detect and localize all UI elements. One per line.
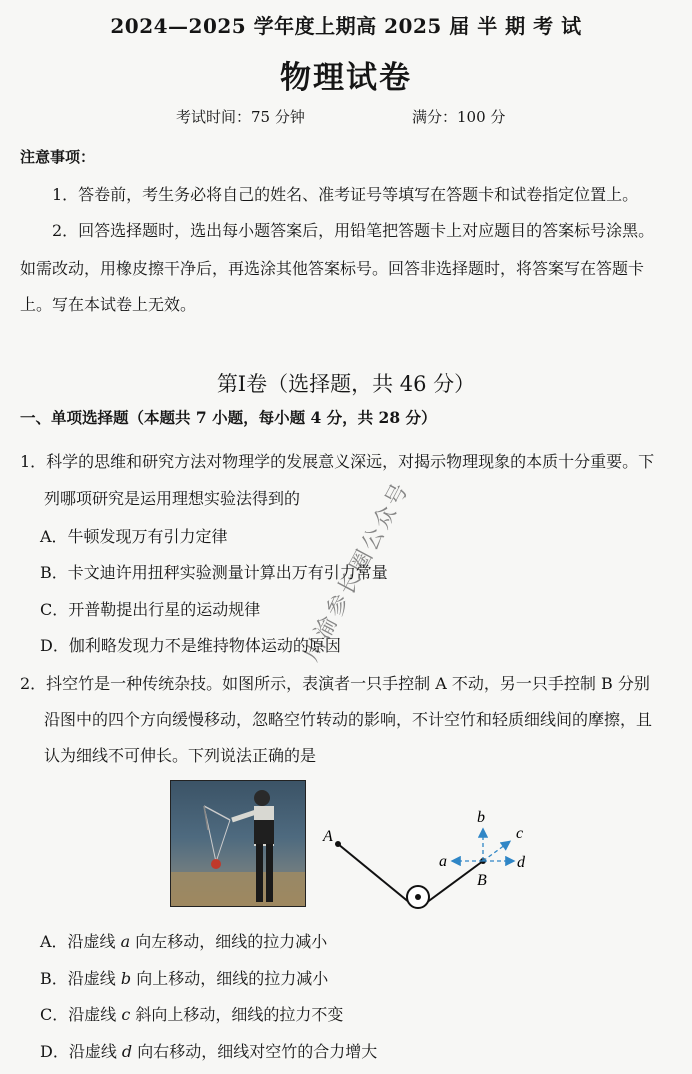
q2-option-d: D．沿虚线 d 向右移动，细线对空竹的合力增大 [40,1042,378,1061]
exam-time: 考试时间：75 分钟 [176,108,305,126]
q1-stem-line-2: 列哪项研究是运用理想实验法得到的 [44,489,301,508]
label-dir-d: d [517,854,525,871]
label-dir-a: a [439,853,447,870]
subject-title: 物理试卷 [280,60,412,96]
section-title: 第I卷（选择题，共 46 分） [216,372,476,396]
exam-title: 2024—2025 学年度上期高 2025 届 半 期 考 试 [110,14,582,38]
notice-item-2-line-2: 如需改动，用橡皮擦干净后，再选涂其他答案标号。回答非选择题时，将答案写在答题卡 [20,259,645,278]
notice-heading: 注意事项： [20,148,96,166]
label-b-point: B [477,872,487,889]
q2-stem-line-2: 沿图中的四个方向缓慢移动，忽略空竹转动的影响，不计空竹和轻质细线间的摩擦，且 [44,710,653,729]
label-dir-b: b [477,809,485,826]
q1-option-a: A．牛顿发现万有引力定律 [40,527,228,546]
string-right [426,861,483,903]
label-a-point: A [323,828,333,845]
q2-stem-line-1: 2．抖空竹是一种传统杂技。如图所示，表演者一只手控制 A 不动，另一只手控制 B 分别 [20,674,650,693]
q1-option-c: C．开普勒提出行星的运动规律 [40,600,261,619]
section-subtitle: 一、单项选择题（本题共 7 小题，每小题 4 分，共 28 分） [20,408,437,427]
arrow-c [483,842,509,861]
label-dir-c: c [516,825,524,842]
q2-option-b: B．沿虚线 b 向上移动，细线的拉力减小 [40,969,329,988]
diabolo-axle [415,894,421,900]
notice-item-2-line-1: 2．回答选择题时，选出每小题答案后，用铅笔把答题卡上对应题目的答案标号涂黑。 [52,221,655,240]
notice-item-1: 1．答卷前，考生务必将自己的姓名、准考证号等填写在答题卡和试卷指定位置上。 [52,185,639,204]
q2-option-a: A．沿虚线 a 向左移动，细线的拉力减小 [40,932,328,951]
full-score: 满分：100 分 [412,108,506,126]
q1-stem-line-1: 1．科学的思维和研究方法对物理学的发展意义深远，对揭示物理现象的本质十分重要。下 [20,452,655,471]
q2-option-c: C．沿虚线 c 斜向上移动，细线的拉力不变 [40,1005,344,1024]
q2-stem-line-3: 认为细线不可伸长。下列说法正确的是 [44,746,317,765]
string-left [338,844,410,903]
point-a [335,841,341,847]
diabolo-diagram [315,800,535,920]
notice-item-2-line-3: 上。写在本试卷上无效。 [20,295,197,314]
watermark: 川渝参长圈公众号 [298,477,415,666]
q1-option-d: D．伽利略发现力不是维持物体运动的原因 [40,636,341,655]
diabolo-performer-photo [170,780,306,907]
q1-option-b: B．卡文迪许用扭秤实验测量计算出万有引力常量 [40,563,388,582]
